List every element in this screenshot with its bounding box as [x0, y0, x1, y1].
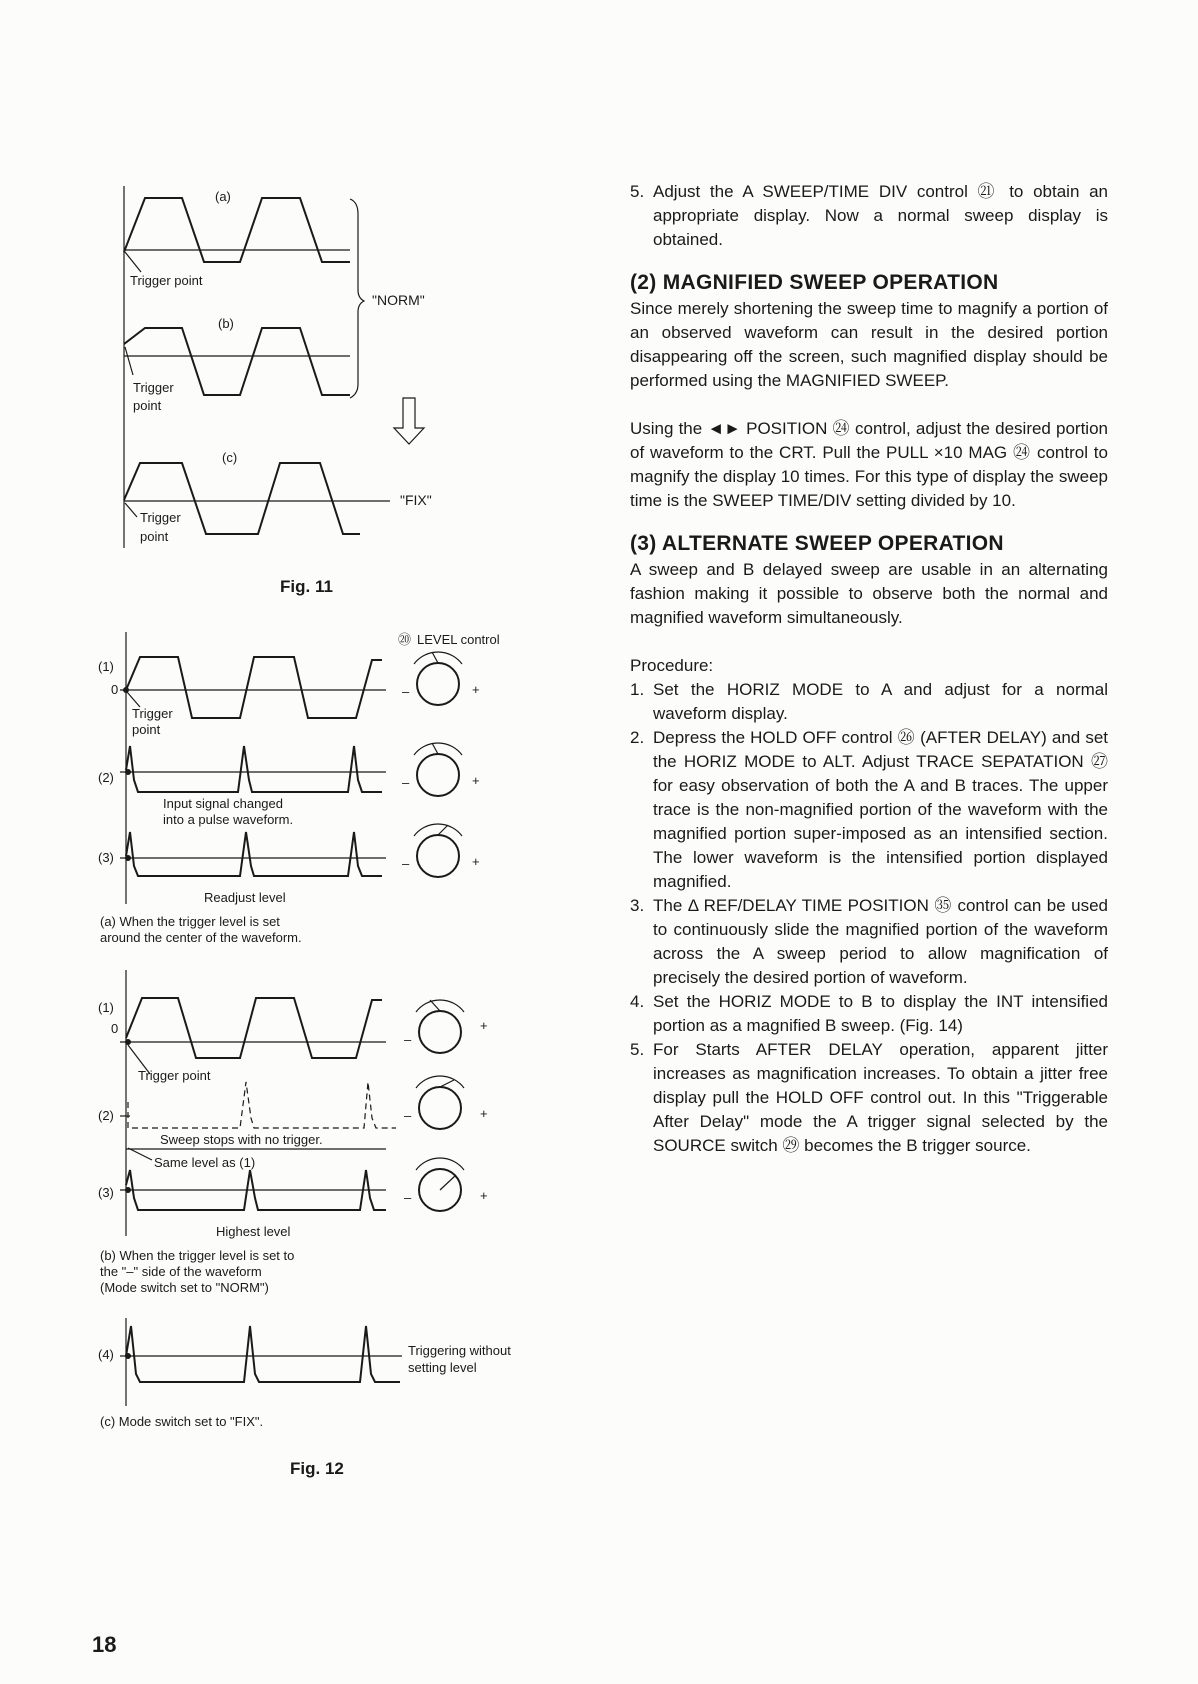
procedure-item-1-num: 1.: [630, 680, 645, 699]
svg-text:+: +: [480, 1188, 488, 1203]
fig-11: [124, 186, 432, 596]
fig11-trigger-arrow-a: [125, 252, 141, 272]
fig12b-trigger-dot-3: [125, 1187, 131, 1193]
level-knob-2[interactable]: [402, 743, 480, 796]
fig12b-caption-1: (b) When the trigger level is set to: [100, 1248, 295, 1263]
fig12a-zero: 0: [111, 682, 119, 697]
svg-text:–: –: [402, 775, 410, 790]
fig11-label-b: (b): [218, 316, 234, 331]
fig12a-row2: (2): [98, 770, 114, 785]
procedure-item-1: [630, 678, 1108, 726]
fig12a-waveform-3: [126, 832, 382, 876]
svg-text:+: +: [480, 1018, 488, 1033]
fig11-trigger-c: Trigger: [140, 510, 181, 525]
level-knob-6[interactable]: [404, 1158, 488, 1211]
fig12a-input-changed-1: Input signal changed: [163, 796, 283, 811]
procedure-label: Procedure:: [630, 656, 714, 675]
procedure-item-4-num: 4.: [630, 992, 645, 1011]
fig12b-caption-2: the "–" side of the waveform: [100, 1264, 262, 1279]
fig12a-waveform-2: [126, 746, 382, 792]
svg-text:+: +: [480, 1106, 488, 1121]
fig12b-trigger-point: Trigger point: [138, 1068, 211, 1083]
fig11-caption: Fig. 11: [280, 577, 333, 596]
fig-12b: [98, 970, 488, 1295]
fig12b-waveform-2-dashed: [128, 1082, 396, 1128]
step-5-text: Adjust the A SWEEP/TIME DIV control ㉑ to obtain an appropriate display. Now a normal sweep display is obtained.: [653, 182, 1108, 249]
fig12a-row1: (1): [98, 659, 114, 674]
heading-alternate-sweep: (3) ALTERNATE SWEEP OPERATION: [630, 532, 1004, 555]
svg-text:+: +: [472, 682, 480, 697]
magnified-paragraph-2: Using the ◄► POSITION ㉔ control, adjust the desired portion of waveform to the CRT. Pull the PULL ×10 MAG ㉔ control to magnify the display 10 times. For this type of display the sweep time is the SWEEP TIME/DIV setting divided by 10.: [630, 419, 1108, 510]
fig12a-trigger: Trigger: [132, 706, 173, 721]
fig12b-same-level: Same level as (1): [154, 1155, 256, 1170]
fig12b-row3: (3): [98, 1185, 114, 1200]
level-control-label: LEVEL control: [417, 632, 500, 647]
fig11-trigger-arrow-b: [125, 347, 133, 375]
procedure-item-3-num: 3.: [630, 896, 645, 915]
svg-text:–: –: [402, 856, 410, 871]
svg-text:–: –: [404, 1032, 412, 1047]
fig12c-caption: (c) Mode switch set to "FIX".: [100, 1414, 264, 1429]
level-knob-4[interactable]: [404, 1000, 488, 1053]
level-knob-3[interactable]: [402, 824, 480, 877]
fig11-trigger-arrow-c: [125, 503, 137, 517]
fig11-norm-label: "NORM": [372, 292, 425, 308]
fig12b-trigger-dot-1: [125, 1039, 131, 1045]
fig12a-trigger-dot-1: [123, 687, 129, 693]
level-control-num: ⑳: [398, 632, 412, 647]
fig11-point-b: point: [133, 398, 162, 413]
procedure-item-4-text: Set the HORIZ MODE to B to display the INT intensified portion as a magnified B sweep. (Fig. 14): [653, 992, 1108, 1035]
procedure-item-5-num: 5.: [630, 1040, 645, 1059]
heading-magnified-sweep: (2) MAGNIFIED SWEEP OPERATION: [630, 271, 999, 294]
fig12b-row2: (2): [98, 1108, 114, 1123]
fig-12c: [98, 1318, 511, 1478]
fig12a-row3: (3): [98, 850, 114, 865]
page-number: 18: [92, 1632, 117, 1657]
fig12a-trigger-dot-3: [125, 855, 131, 861]
right-column: [630, 180, 1108, 1158]
fig11-waveform-a: [124, 198, 350, 262]
svg-text:+: +: [472, 854, 480, 869]
fig12a-trigger-dot-2: [125, 769, 131, 775]
fig12c-waveform-4: [126, 1326, 400, 1382]
procedure-item-3-text: The Δ REF/DELAY TIME POSITION ㉟ control can be used to continuously slide the magnified portion of the waveform across the A sweep period to allow magnification of precisely the desired portion of waveform.: [653, 896, 1108, 987]
svg-text:–: –: [404, 1108, 412, 1123]
fig11-label-a: (a): [215, 189, 231, 204]
fig11-norm-bracket: [350, 199, 364, 398]
fig12-caption: Fig. 12: [290, 1459, 344, 1478]
figures-area: [0, 0, 620, 1500]
procedure-item-1-text: Set the HORIZ MODE to A and adjust for a normal waveform display.: [653, 680, 1108, 723]
procedure-item-2: [630, 726, 1108, 894]
fig12a-caption-1: (a) When the trigger level is set: [100, 914, 280, 929]
level-knob-1[interactable]: [402, 652, 480, 705]
procedure-item-5-text: For Starts AFTER DELAY operation, apparent jitter increases as magnification increases. To obtain a jitter free display pull the HOLD OFF control out. In this "Triggerable After Delay" mode the A trigger signal selected by the SOURCE switch ㉙ becomes the B trigger source.: [653, 1040, 1108, 1155]
fig12a-trigger-arrow: [127, 692, 140, 707]
fig11-point-c: point: [140, 529, 169, 544]
fig12b-row1: (1): [98, 1000, 114, 1015]
procedure-item-3: [630, 894, 1108, 990]
fig12c-row4: (4): [98, 1347, 114, 1362]
fig11-label-c: (c): [222, 450, 238, 465]
fig12b-zero: 0: [111, 1021, 119, 1036]
fig-12a: [98, 632, 500, 945]
fig12a-readjust: Readjust level: [204, 890, 286, 905]
level-knob-5[interactable]: [404, 1076, 488, 1129]
procedure-item-4: [630, 990, 1108, 1038]
fig12b-same-level-arrow: [128, 1148, 152, 1160]
fig11-trigger-b: Trigger: [133, 380, 174, 395]
fig12c-trig-without-2: setting level: [408, 1360, 477, 1375]
fig11-trigger-point-a: Trigger point: [130, 273, 203, 288]
fig12c-trigger-dot: [125, 1353, 131, 1359]
step-5-num: 5.: [630, 182, 645, 201]
fig12a-input-changed-2: into a pulse waveform.: [163, 812, 294, 827]
fig11-fix-label: "FIX": [400, 492, 432, 508]
fig12a-point: point: [132, 722, 161, 737]
magnified-paragraph-1: Since merely shortening the sweep time to magnify a portion of an observed waveform can result in the desired portion disappearing off the screen, such magnified display should be performed using the MAGNIFIED SWEEP.: [630, 299, 1108, 390]
fig12b-highest: Highest level: [216, 1224, 291, 1239]
svg-text:+: +: [472, 773, 480, 788]
fig12c-trig-without-1: Triggering without: [408, 1343, 511, 1358]
step-5-magnified-intro: [630, 180, 1108, 252]
procedure-item-2-text: Depress the HOLD OFF control ㉖ (AFTER DELAY) and set the HORIZ MODE to ALT. Adjust TRACE SEPATATION ㉗ for easy observation of both the A and B traces. The upper trace is the non-magnified portion of the waveform with the magnified portion super-imposed as an intensified section. The lower waveform is the intensified portion displayed magnified.: [653, 728, 1108, 891]
procedure-item-5: [630, 1038, 1108, 1158]
fig12b-sweep-stops: Sweep stops with no trigger.: [160, 1132, 323, 1147]
svg-text:–: –: [402, 684, 410, 699]
procedure-item-2-num: 2.: [630, 728, 645, 747]
alternate-paragraph: A sweep and B delayed sweep are usable in an alternating fashion making it possible to observe both the normal and magnified waveform simultaneously.: [630, 560, 1108, 627]
svg-text:–: –: [404, 1190, 412, 1205]
fig12a-caption-2: around the center of the waveform.: [100, 930, 302, 945]
fig11-down-arrow-icon: [394, 398, 424, 444]
fig12b-waveform-1: [126, 998, 382, 1058]
fig12b-caption-3: (Mode switch set to "NORM"): [100, 1280, 269, 1295]
